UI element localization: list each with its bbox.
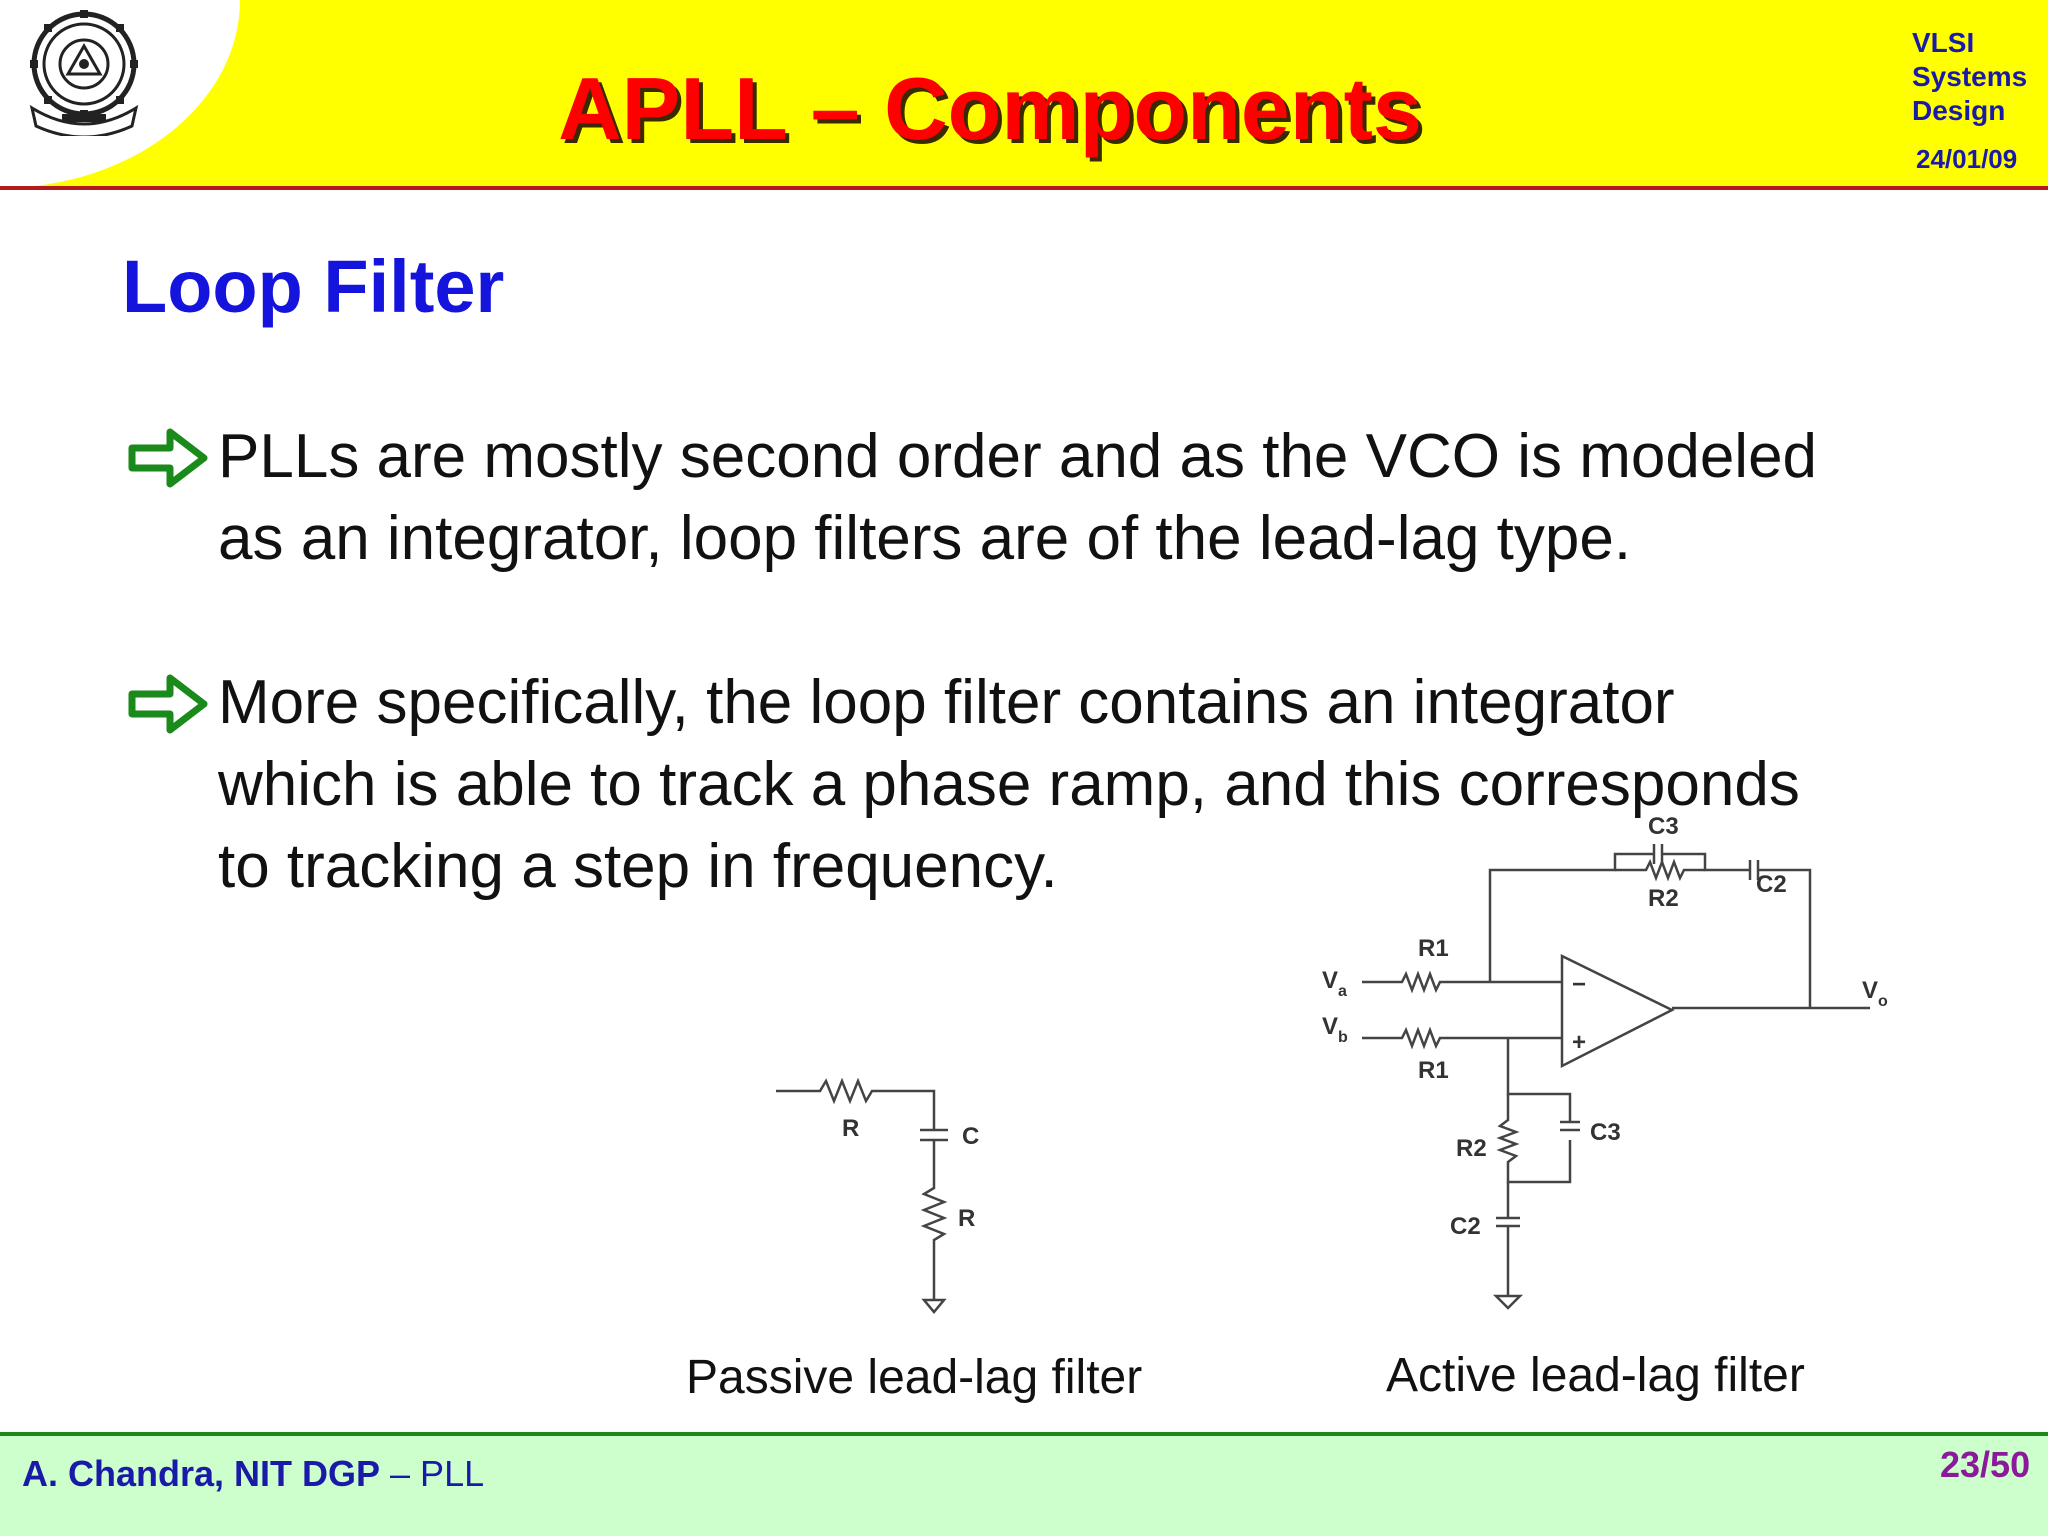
c2-label: C2 <box>1450 1213 1481 1240</box>
author-name: A. Chandra, NIT DGP <box>22 1453 381 1494</box>
bullet-line: PLLs are mostly second order and as the VCO is modeled <box>218 422 1818 491</box>
c3-label: C3 <box>1590 1119 1621 1146</box>
slide-date: 24/01/09 <box>1916 144 2018 174</box>
slide-header <box>0 0 2048 188</box>
arrow-right-icon <box>128 426 210 490</box>
section-title: Loop Filter <box>122 245 505 328</box>
active-filter-diagram <box>1310 810 1910 1320</box>
vb-label: $V_b$ <box>1322 1013 1348 1046</box>
resistor-label: R <box>958 1205 976 1232</box>
footer-author <box>22 1453 484 1495</box>
r1-label: R1 <box>1418 1057 1449 1084</box>
va-label: $V_a$ <box>1322 967 1347 1000</box>
course-line-3: Design <box>1912 95 2006 126</box>
bullet-line: as an integrator, loop filters are of the lead-lag type. <box>218 504 1632 573</box>
slide-title: APLL – Components <box>558 59 1422 158</box>
opamp-plus-label: + <box>1572 1029 1587 1056</box>
page-number: 23/50 <box>1940 1444 2031 1485</box>
opamp-minus-label: − <box>1572 971 1587 998</box>
footer-topic: – PLL <box>380 1453 485 1494</box>
c3-label: C3 <box>1648 813 1679 840</box>
capacitor-label: C <box>962 1123 980 1150</box>
r1-label: R1 <box>1418 935 1449 962</box>
bullet-line: which is able to track a phase ramp, and this corresponds <box>218 750 1800 819</box>
r2-label: R2 <box>1456 1135 1487 1162</box>
course-line-1: VLSI <box>1912 27 1975 58</box>
r2-label: R2 <box>1648 885 1679 912</box>
passive-filter-diagram <box>770 1060 1000 1330</box>
bullet-line: to tracking a step in frequency. <box>218 832 1058 901</box>
institute-seal-icon <box>22 8 152 136</box>
active-filter-caption: Active lead-lag filter <box>1386 1349 1805 1402</box>
arrow-right-icon <box>128 672 210 736</box>
bullet-line: More specifically, the loop filter contains an integrator <box>218 668 1675 737</box>
bullet-text <box>218 416 2048 580</box>
c2-label: C2 <box>1756 871 1787 898</box>
vo-label: $V_o$ <box>1862 977 1888 1010</box>
passive-filter-caption: Passive lead-lag filter <box>686 1351 1143 1404</box>
course-label <box>1912 26 2048 128</box>
resistor-label: R <box>842 1115 860 1142</box>
course-line-2: Systems <box>1912 61 2028 92</box>
logo-area <box>0 0 240 188</box>
